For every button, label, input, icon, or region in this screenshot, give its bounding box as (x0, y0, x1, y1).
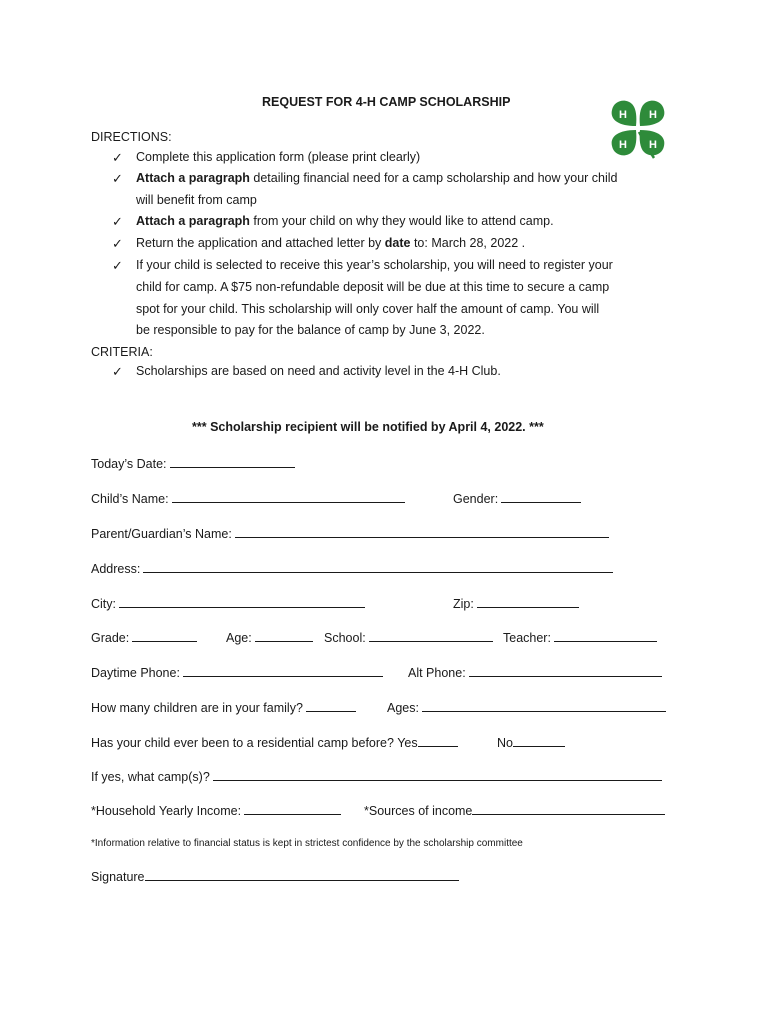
svg-text:H: H (649, 139, 657, 151)
svg-text:H: H (619, 109, 627, 121)
alt-phone-field[interactable]: Alt Phone: (408, 664, 662, 680)
checkmark-icon: ✓ (112, 171, 123, 186)
income-sources-field[interactable]: *Sources of income (364, 802, 665, 818)
checkmark-icon: ✓ (112, 150, 123, 165)
checkmark-icon: ✓ (112, 258, 123, 273)
grade-field[interactable]: Grade: (91, 629, 197, 645)
direction-item-2: Attach a paragraph detailing financial need for a camp scholarship and how your child (136, 171, 618, 185)
teacher-field[interactable]: Teacher: (503, 629, 657, 645)
signature-field[interactable]: Signature (91, 868, 459, 884)
ages-field[interactable]: Ages: (387, 699, 666, 715)
direction-item-5-l3: spot for your child. This scholarship will only cover half the amount of camp. You will (136, 302, 600, 316)
confidentiality-footnote: *Information relative to financial status is kept in strictest confidence by the scholarship committee (91, 838, 523, 849)
city-field[interactable]: City: (91, 595, 365, 611)
notification-notice: *** Scholarship recipient will be notified by April 4, 2022. *** (192, 420, 544, 434)
directions-label: DIRECTIONS: (91, 130, 172, 144)
direction-item-3: Attach a paragraph from your child on why they would like to attend camp. (136, 214, 554, 228)
household-income-field[interactable]: *Household Yearly Income: (91, 802, 341, 818)
age-field[interactable]: Age: (226, 629, 313, 645)
children-count-field[interactable]: How many children are in your family? (91, 699, 356, 715)
which-camps-field[interactable]: If yes, what camp(s)? (91, 768, 662, 784)
criteria-item-1: Scholarships are based on need and activity level in the 4-H Club. (136, 364, 501, 378)
svg-text:H: H (619, 139, 627, 151)
todays-date-field[interactable]: Today’s Date: (91, 455, 295, 471)
4h-clover-logo (606, 96, 670, 162)
direction-item-5-l1: If your child is selected to receive this year’s scholarship, you will need to register your (136, 258, 613, 272)
direction-item-2-cont: will benefit from camp (136, 193, 257, 207)
parent-guardian-name-field[interactable]: Parent/Guardian’s Name: (91, 525, 609, 541)
gender-field[interactable]: Gender: (453, 490, 581, 506)
zip-field[interactable]: Zip: (453, 595, 579, 611)
page-title: REQUEST FOR 4-H CAMP SCHOLARSHIP (262, 95, 511, 109)
checkmark-icon: ✓ (112, 236, 123, 251)
direction-item-4: Return the application and attached letter by date to: March 28, 2022 . (136, 236, 526, 250)
daytime-phone-field[interactable]: Daytime Phone: (91, 664, 383, 680)
checkmark-icon: ✓ (112, 364, 123, 379)
childs-name-field[interactable]: Child’s Name: (91, 490, 405, 506)
direction-item-5-l2: child for camp. A $75 non-refundable deposit will be due at this time to secure a camp (136, 280, 610, 294)
svg-text:H: H (649, 109, 657, 121)
address-field[interactable]: Address: (91, 560, 613, 576)
checkmark-icon: ✓ (112, 214, 123, 229)
criteria-label: CRITERIA: (91, 345, 153, 359)
residential-camp-yes-field[interactable]: Has your child ever been to a residential camp before? Yes (91, 734, 458, 750)
direction-item-1: Complete this application form (please print clearly) (136, 150, 421, 164)
residential-camp-no-field[interactable]: No (497, 734, 565, 750)
school-field[interactable]: School: (324, 629, 493, 645)
direction-item-5-l4: be responsible to pay for the balance of camp by June 3, 2022. (136, 323, 485, 337)
